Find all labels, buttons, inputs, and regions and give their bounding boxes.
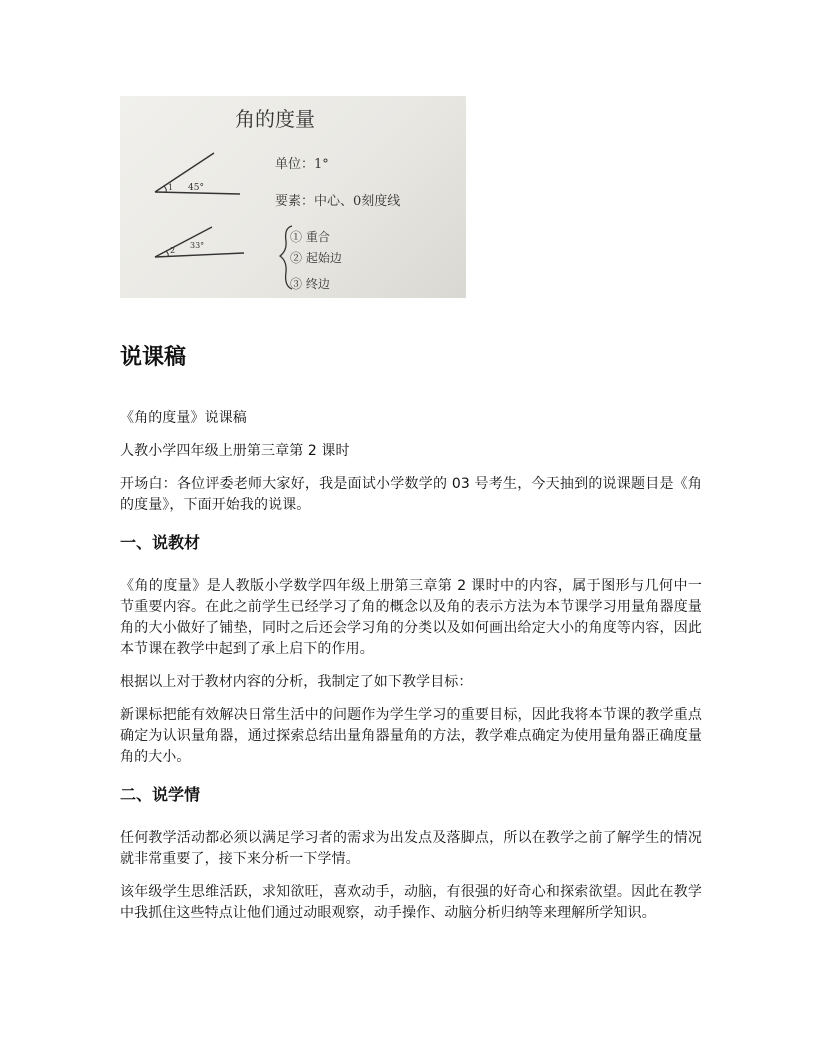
angle1-arc — [164, 186, 166, 192]
paragraph-opening: 开场白：各位评委老师大家好，我是面试小学数学的 03 号考生，今天抽到的说课题目是《角的度量》，下面开始我的说课。 — [120, 476, 702, 513]
note-list-item-2: ② 起始边 — [290, 251, 342, 265]
handwritten-note-drawing — [120, 96, 466, 298]
note-list-item-3: ③ 终边 — [290, 277, 330, 291]
angle1-label: 1 — [168, 183, 174, 192]
handwritten-note-photo — [120, 96, 466, 298]
section-heading-textbook: 一、说教材 — [120, 533, 201, 552]
document-body — [120, 338, 702, 936]
paragraph-course-info: 人教小学四年级上册第三章第 2 课时 — [120, 443, 350, 459]
note-unit: 单位：1° — [275, 157, 329, 172]
note-list-item-1: ① 重合 — [290, 230, 330, 244]
angle2-label: 2 — [170, 246, 176, 255]
paragraph-students-intro: 任何教学活动都必须以满足学习者的需求为出发点及落脚点，所以在教学之前了解学生的情况就非常重要了，接下来分析一下学情。 — [120, 830, 702, 867]
angle2-degree: 33° — [190, 241, 205, 250]
angle1-degree: 45° — [188, 183, 204, 193]
section-heading-students: 二、说学情 — [120, 785, 201, 804]
paragraph-students-traits: 该年级学生思维活跃，求知欲旺，喜欢动手，动脑，有很强的好奇心和探索欲望。因此在教学中我抓住这些特点让他们通过动眼观察，动手操作、动脑分析归纳等来理解所学知识。 — [120, 884, 702, 921]
angle2-arc — [166, 251, 168, 256]
note-title: 角的度量 — [235, 107, 315, 131]
paragraph-goal-intro: 根据以上对于教材内容的分析，我制定了如下教学目标： — [120, 674, 473, 690]
document-heading: 说课稿 — [120, 345, 187, 370]
paragraph-key-points: 新课标把能有效解决日常生活中的问题作为学生学习的重要目标，因此我将本节课的教学重点确定为认识量角器，通过探索总结出量角器量角的方法，教学难点确定为使用量角器正确度量角的大小。 — [120, 707, 702, 765]
paragraph-title: 《角的度量》说课稿 — [120, 410, 247, 426]
paragraph-textbook-analysis: 《角的度量》是人教版小学数学四年级上册第三章第 2 课时中的内容，属于图形与几何中一节重要内容。在此之前学生已经学习了角的概念以及角的表示方法为本节课学习用量角器度量角的大小做好了铺垫，同时之后还会学习角的分类以及如何画出给定大小的角度等内容，因此本节课在教学中起到了承上启下的作用。 — [120, 578, 702, 657]
note-elements: 要素：中心、0刻度线 — [275, 194, 401, 209]
